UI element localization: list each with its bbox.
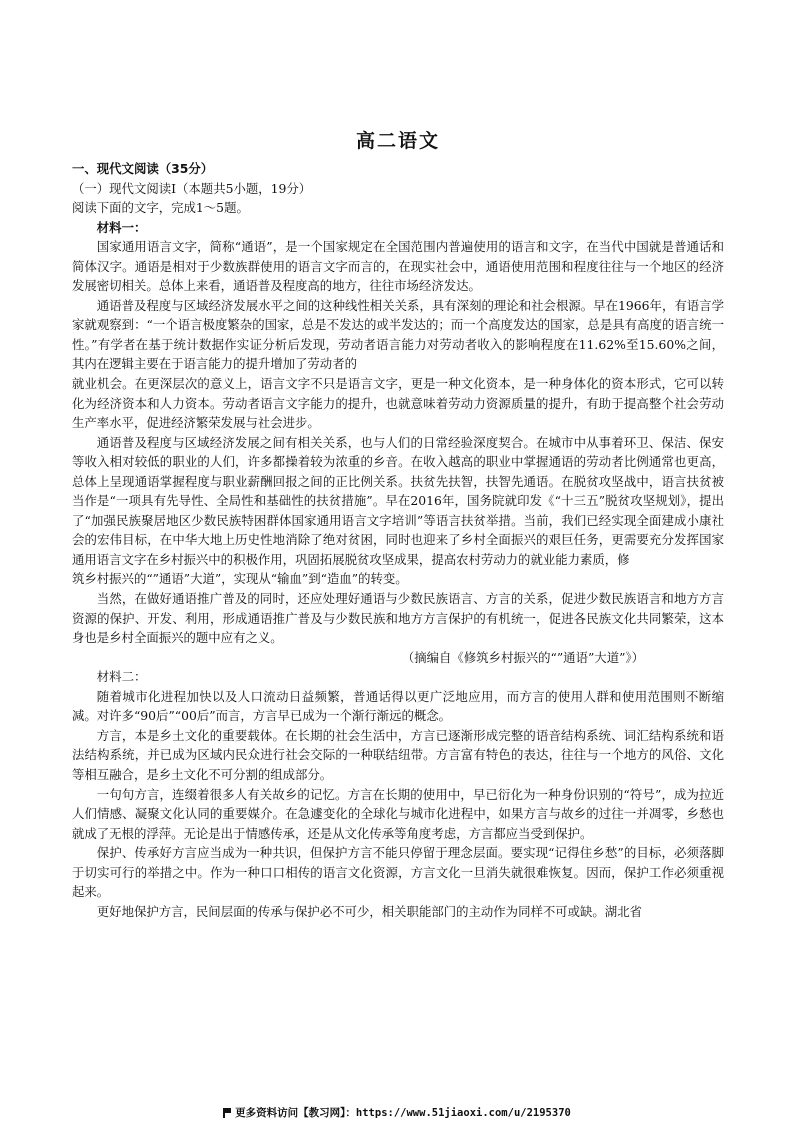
instruction-text: 阅读下面的文字，完成1～5题。 (72, 200, 249, 216)
material-two-paragraph-1: 随着城市化进程加快以及人口流动日益频繁，普通话得以更广泛地应用，而方言的使用人群和使用范围则不断缩减。对许多“90后”“00后”而言，方言早已成为一个渐行渐远的概念。 (72, 688, 724, 724)
subsection-heading: （一）现代文阅读Ⅰ（本题共5小题，19分） (72, 180, 312, 196)
page-title: 高二语文 (355, 130, 440, 152)
material-one-source: （摘编自《修筑乡村振兴的“”通语”大道”》） (401, 649, 644, 665)
page-footer[interactable] (0, 1105, 794, 1120)
material-two-paragraph-4: 保护、传承好方言应当成为一种共识，但保护方言不能只停留于理念层面。要实现“记得住乡愁”的目标，必须落脚于切实可行的举措之中。作为一种口口相传的语言文化资源，方言文化一旦消失就很难恢复。因而，保护工作必须重视起来。 (72, 845, 724, 900)
material-two-paragraph-3: 一句句方言，连缀着很多人有关故乡的记忆。方言在长期的使用中，早已衍化为一种身份识别的“符号”，成为拉近人们情感、凝聚文化认同的重要媒介。在急遽变化的全球化与城市化进程中，如果方言与故乡的过往一并凋零，乡愁也就成了无根的浮萍。无论是出于情感传承，还是从文化传承等角度考虑，方言都应当受到保护。 (72, 786, 724, 841)
material-two-paragraph-2: 方言，本是乡土文化的重要载体。在长期的社会生活中，方言已逐渐形成完整的语音结构系统、词汇结构系统和语法结构系统，并已成为区域内民众进行社会交际的一种联结纽带。方言富有特色的表达，往往与一个地方的风俗、文化等相互融合，是乡土文化不可分割的组成部分。 (72, 727, 724, 782)
material-one-paragraph-1: 国家通用语言文字，简称“通语”，是一个国家规定在全国范围内普遍使用的语言和文字，在当代中国就是普通话和简体汉字。通语是相对于少数族群使用的语言文字而言的，在现实社会中，通语使用范围和程度往往与一个地区的经济发展密切相关。总体上来看，通语普及程度高的地方，往往市场经济发达。 (72, 239, 724, 294)
material-two-paragraph-5: 更好地保护方言，民间层面的传承与保护必不可少，相关职能部门的主动作为同样不可或缺。湖北省 (96, 903, 642, 919)
material-one-paragraph-5: 筑乡村振兴的“”通语”大道”，实现从“输血”到“造血”的转变。 (72, 571, 408, 587)
material-one-paragraph-2: 通语普及程度与区域经济发展水平之间的这种线性相关关系，具有深刻的理论和社会根源。早在1966年，有语言学家就观察到：“一个语言极度繁杂的国家，总是不发达的或半发达的；而一个高度发达的国家，总是具有高度的语言统一性。”有学者在基于统计数据作实证分析后发现，劳动者语言能力对劳动者收入的影响程度在11.62%至15.60%之间，其内在逻辑主要在于语言能力的提升增加了劳动者的 (72, 297, 724, 372)
document-page (72, 126, 724, 921)
material-one-label: 材料一： (96, 219, 147, 235)
material-one-paragraph-4: 通语普及程度与区域经济发展之间有相关关系，也与人们的日常经验深度契合。在城市中从事着环卫、保洁、保安等收入相对较低的职业的人们，许多都操着较为浓重的乡音。在收入越高的职业中掌握通语的劳动者比例通常也更高，总体上呈现通语掌握程度与职业薪酬回报之间的正比例关系。扶贫先扶智，扶智先通语。在脱贫攻坚战中，语言扶贫被当作是“一项具有先导性、全局性和基础性的扶贫措施”。早在2016年，国务院就印发《“十三五”脱贫攻坚规划》，提出了“加强民族聚居地区少数民族特困群体国家通用语言文字培训”等语言扶贫举措。当前，我们已经实现全面建成小康社会的宏伟目标，在中华大地上历史性地消除了绝对贫困，同时也迎来了乡村全面振兴的艰巨任务，更需要充分发挥国家通用语言文字在乡村振兴中的积极作用，巩固拓展脱贫攻坚成果，提高农村劳动力的就业能力素质，修 (72, 434, 724, 567)
flag-icon (223, 1108, 231, 1117)
footer-link-text[interactable]: 更多资料访问【教习网】：https://www.51jiaoxi.com/u/2195370 (235, 1107, 571, 1119)
material-one-paragraph-3: 就业机会。在更深层次的意义上，语言文字不只是语言文字，更是一种文化资本，是一种身体化的资本形式，它可以转化为经济资本和人力资本。劳动者语言文字能力的提升，也就意味着劳动力资源质量的提升，有助于提高整个社会劳动生产率水平，促进经济繁荣发展与社会进步。 (72, 376, 724, 431)
material-two-label: 材料二： (96, 669, 147, 685)
section-heading: 一、现代文阅读（35分） (72, 161, 214, 176)
material-one-paragraph-6: 当然，在做好通语推广普及的同时，还应处理好通语与少数民族语言、方言的关系，促进少数民族语言和地方方言资源的保护、开发、利用，形成通语推广普及与少数民族和地方方言保护的有机统一，促进各民族文化共同繁荣，这本身也是乡村全面振兴的题中应有之义。 (72, 591, 724, 646)
